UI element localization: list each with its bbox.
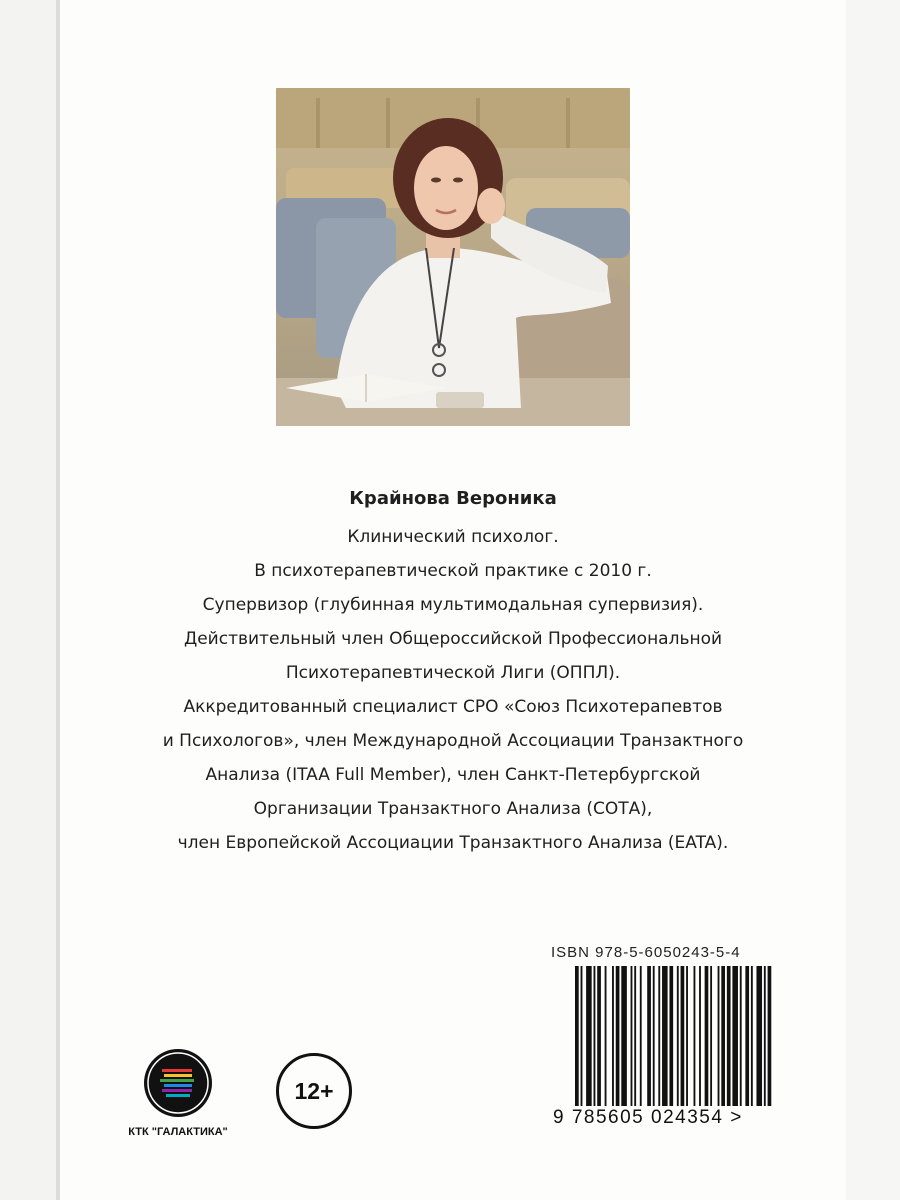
barcode-bar bbox=[653, 966, 655, 1106]
barcode-bar bbox=[616, 966, 620, 1106]
bio-line: Клинический психолог. bbox=[347, 527, 559, 547]
barcode-digits: 9 785605 024354 > bbox=[553, 1107, 743, 1128]
barcode-bar bbox=[721, 966, 725, 1106]
age-rating-badge: 12+ bbox=[276, 1053, 352, 1129]
barcode-bar bbox=[669, 966, 673, 1106]
book-spine-left bbox=[0, 0, 60, 1200]
barcode-bar bbox=[662, 966, 668, 1106]
barcode-bar bbox=[658, 966, 660, 1106]
bio-line: Действительный член Общероссийской Профессиональной bbox=[183, 629, 723, 649]
barcode-bar bbox=[751, 966, 753, 1106]
barcode-bar bbox=[631, 966, 633, 1106]
barcode-bar bbox=[699, 966, 701, 1106]
barcode-bar bbox=[732, 966, 738, 1106]
barcode-bar bbox=[756, 966, 762, 1106]
barcode-bar bbox=[768, 966, 772, 1106]
barcode-bar bbox=[681, 966, 685, 1106]
publisher-name: КТК "ГАЛАКТИКА" bbox=[128, 1126, 228, 1138]
author-photo bbox=[276, 88, 630, 426]
author-bio bbox=[60, 486, 846, 860]
barcode bbox=[575, 966, 775, 1106]
bio-line: член Европейской Ассоциации Транзактного Анализа (EATA). bbox=[177, 833, 729, 853]
barcode-bar bbox=[634, 966, 636, 1106]
barcode-bar bbox=[586, 966, 592, 1106]
barcode-bar bbox=[597, 966, 601, 1106]
author-name: Крайнова Вероника bbox=[349, 488, 557, 509]
book-page-edge-right bbox=[846, 0, 900, 1200]
barcode-bar bbox=[677, 966, 679, 1106]
bio-line: Организации Транзактного Анализа (СОТА), bbox=[253, 799, 653, 819]
bio-line: В психотерапевтической практике с 2010 г. bbox=[254, 561, 652, 581]
bio-line: Психотерапевтической Лиги (ОППЛ). bbox=[285, 663, 621, 683]
galaktika-logo-icon bbox=[142, 1047, 214, 1119]
barcode-bar bbox=[705, 966, 709, 1106]
barcode-bar bbox=[647, 966, 651, 1106]
isbn-label: ISBN 978-5-6050243-5-4 bbox=[551, 944, 741, 961]
barcode-bar bbox=[594, 966, 596, 1106]
bio-line: и Психологов», член Международной Ассоциации Транзактного bbox=[162, 731, 744, 751]
barcode-bar bbox=[612, 966, 614, 1106]
barcode-bar bbox=[710, 966, 712, 1106]
barcode-bar bbox=[740, 966, 742, 1106]
barcode-bar bbox=[718, 966, 720, 1106]
barcode-bar bbox=[727, 966, 731, 1106]
bio-line: Анализа (ITAA Full Member), член Санкт-Петербургской bbox=[205, 765, 701, 785]
bio-line: Аккредитованный специалист СРО «Союз Психотерапевтов bbox=[183, 697, 723, 717]
barcode-bar bbox=[745, 966, 749, 1106]
barcode-bar bbox=[694, 966, 696, 1106]
barcode-bar bbox=[686, 966, 688, 1106]
bio-line: Супервизор (глубинная мультимодальная супервизия). bbox=[202, 595, 704, 615]
barcode-bar bbox=[605, 966, 607, 1106]
barcode-bar bbox=[764, 966, 766, 1106]
barcode-bar bbox=[581, 966, 583, 1106]
barcode-bar bbox=[621, 966, 627, 1106]
barcode-bar bbox=[640, 966, 642, 1106]
barcode-bar bbox=[575, 966, 579, 1106]
